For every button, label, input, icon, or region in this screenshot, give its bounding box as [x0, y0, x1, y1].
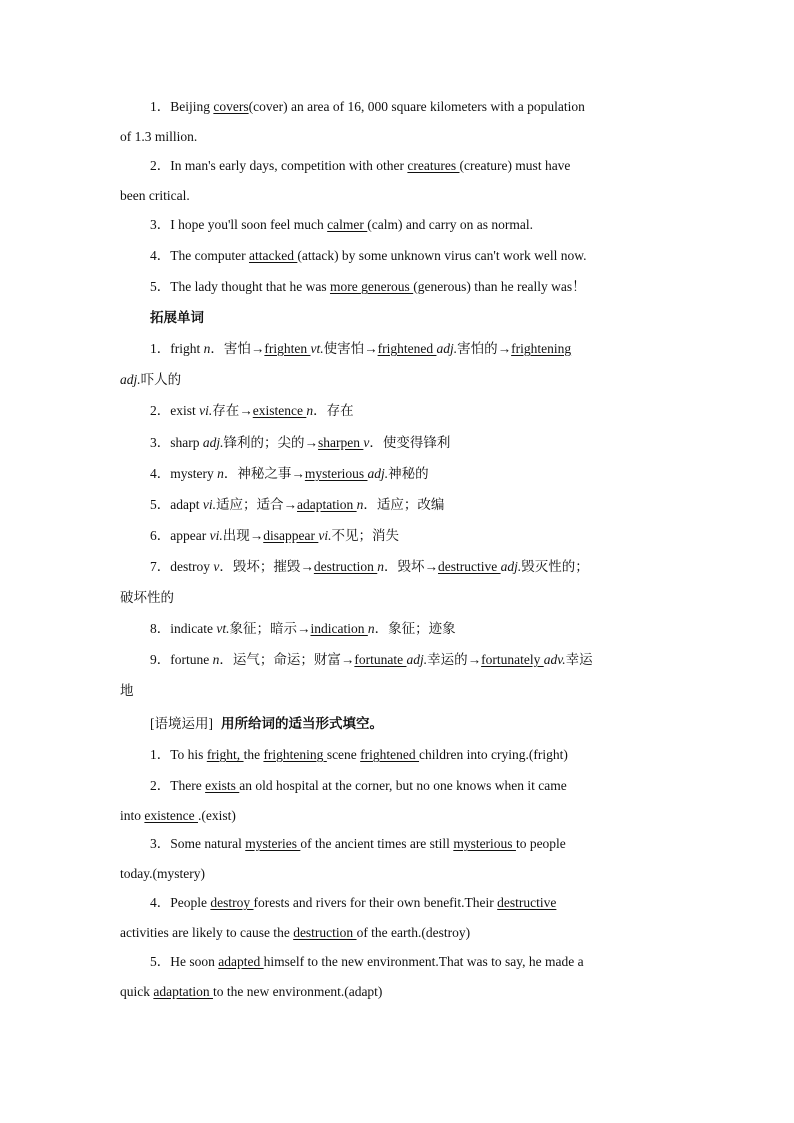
item-number: 5． [150, 279, 171, 294]
pos: n [306, 403, 314, 418]
text: to people [515, 836, 566, 851]
exercise-3-line [150, 216, 706, 234]
answer-blank: frightened [377, 341, 437, 356]
text: Beijing [170, 99, 214, 114]
answer-blank: destruction [313, 559, 378, 574]
word: appear [170, 528, 210, 543]
item-number: 9． [150, 652, 171, 667]
word-1-line [150, 340, 706, 358]
answer-blank: frightened [360, 747, 420, 762]
word: mystery [170, 466, 218, 481]
text: The computer [170, 248, 249, 263]
word-1-cont [120, 371, 676, 389]
context-2-line [150, 777, 706, 795]
pos: v [363, 435, 370, 450]
pos: adj. [500, 559, 522, 574]
context-2-cont [120, 807, 676, 825]
pos: n [367, 621, 375, 636]
pos: vi. [202, 497, 216, 512]
meaning: 毁灭性的； [521, 559, 589, 574]
answer-blank: disappear [263, 528, 319, 543]
context-3-cont: today.(mystery) [120, 866, 205, 881]
heading-instruction: 用所给词的适当形式填空。 [221, 716, 383, 731]
meaning: ．运气；命运；财富→ [219, 652, 355, 667]
answer-blank: indication [310, 621, 368, 636]
pos: adj. [367, 466, 389, 481]
pos: n [203, 341, 211, 356]
word-2-line [150, 402, 706, 420]
text: (creature) must have [459, 158, 571, 173]
text: to the new environment.(adapt) [212, 984, 383, 999]
meaning: 吓人的 [140, 372, 182, 387]
meaning: 适应；适合→ [216, 497, 297, 512]
context-4-cont [120, 924, 676, 942]
word: exist [170, 403, 200, 418]
answer-blank: destructive [497, 895, 557, 910]
word: adapt [170, 497, 203, 512]
word: sharp [170, 435, 203, 450]
exercise-4-line [150, 247, 706, 265]
pos: adj. [436, 341, 458, 356]
answer-blank: attacked [248, 248, 298, 263]
section-heading-context-use [150, 715, 706, 733]
text: (generous) than he really was！ [413, 279, 586, 294]
meaning: 锋利的；尖的→ [223, 435, 319, 450]
meaning: 幸运 [565, 652, 593, 667]
meaning: 象征；暗示→ [229, 621, 311, 636]
pos: vi. [209, 528, 223, 543]
word-6-line [150, 527, 706, 545]
text: .(exist) [198, 808, 236, 823]
text: into [120, 808, 145, 823]
exercise-1-line [150, 98, 706, 116]
word-9-line [150, 651, 706, 669]
answer-blank: adaptation [153, 984, 213, 999]
answer-blank: adaptation [297, 497, 357, 512]
pos: n [356, 497, 364, 512]
text: The lady thought that he was [170, 279, 330, 294]
item-number: 7． [150, 559, 171, 574]
word-3-line [150, 434, 706, 452]
text: himself to the new environment.That was to say, he made a [263, 954, 584, 969]
answer-blank: covers [213, 99, 249, 114]
answer-blank: existence [252, 403, 307, 418]
answer-blank: exists [205, 778, 240, 793]
answer-blank: fortunately [481, 652, 544, 667]
word-9-cont: 地 [120, 683, 134, 698]
word-8-line [150, 620, 706, 638]
answer-blank: destroy [210, 895, 254, 910]
meaning: 神秘的 [388, 466, 429, 481]
exercise-1-cont: of 1.3 million. [120, 129, 198, 144]
meaning: ．象征；迹象 [374, 621, 456, 636]
answer-blank: frightening [263, 747, 327, 762]
exercise-2-line [150, 157, 706, 175]
section-heading-expand-words: 拓展单词 [150, 310, 204, 325]
text: scene [326, 747, 361, 762]
text: (attack) by some unknown virus can't work well now. [297, 248, 587, 263]
answer-blank: frightening [511, 341, 572, 356]
text: To his [170, 747, 207, 762]
context-1-line [150, 746, 706, 764]
meaning: 幸运的→ [427, 652, 482, 667]
word: destroy [170, 559, 214, 574]
pos: vi. [199, 403, 213, 418]
item-number: 2． [150, 158, 171, 173]
text: People [170, 895, 211, 910]
word: indicate [170, 621, 217, 636]
text: Some natural [170, 836, 246, 851]
item-number: 3． [150, 217, 171, 232]
word-4-line [150, 465, 706, 483]
pos: v [213, 559, 220, 574]
text: I hope you'll soon feel much [170, 217, 328, 232]
item-number: 1． [150, 747, 171, 762]
item-number: 2． [150, 778, 171, 793]
exercise-5-line [150, 278, 706, 296]
text: There [170, 778, 206, 793]
text: He soon [170, 954, 219, 969]
answer-blank: fortunate [354, 652, 407, 667]
text: of the ancient times are still [300, 836, 454, 851]
pos: adj. [120, 372, 141, 387]
text: forests and rivers for their own benefit.Their [253, 895, 498, 910]
meaning: ．使变得锋利 [369, 435, 451, 450]
pos: vt. [310, 341, 324, 356]
answer-blank: creatures [407, 158, 460, 173]
word-7-cont: 破坏性的 [120, 590, 174, 605]
meaning: ．适应；改编 [363, 497, 445, 512]
text: In man's early days, competition with other [170, 158, 408, 173]
context-3-line [150, 835, 706, 853]
answer-blank: mysteries [245, 836, 301, 851]
pos: vt. [216, 621, 230, 636]
context-5-line [150, 953, 706, 971]
item-number: 1． [150, 341, 171, 356]
meaning: 害怕的→ [457, 341, 512, 356]
context-4-line [150, 894, 706, 912]
exercise-2-cont: been critical. [120, 188, 190, 203]
pos: n [377, 559, 384, 574]
item-number: 5． [150, 497, 171, 512]
word: fortune [170, 652, 213, 667]
item-number: 5． [150, 954, 171, 969]
text: an old hospital at the corner, but no one knows when it came [239, 778, 567, 793]
item-number: 4． [150, 466, 171, 481]
pos: n [212, 652, 220, 667]
text: of the earth.(destroy) [356, 925, 471, 940]
answer-blank: destructive [438, 559, 501, 574]
meaning: ．害怕→ [210, 341, 265, 356]
answer-blank: fright, [206, 747, 244, 762]
word-7-line [150, 558, 706, 576]
meaning: 出现→ [222, 528, 264, 543]
item-number: 3． [150, 435, 171, 450]
heading-bracket: [语境运用] [150, 716, 213, 731]
item-number: 1． [150, 99, 171, 114]
pos: n [217, 466, 224, 481]
text: activities are likely to cause the [120, 925, 294, 940]
meaning: 存在→ [212, 403, 253, 418]
item-number: 4． [150, 248, 171, 263]
item-number: 8． [150, 621, 171, 636]
meaning: ．毁坏；摧毁→ [219, 559, 314, 574]
answer-blank: frighten [264, 341, 311, 356]
item-number: 2． [150, 403, 171, 418]
text: (calm) and carry on as normal. [367, 217, 533, 232]
pos: adj. [202, 435, 224, 450]
text: the [243, 747, 264, 762]
word: fright [170, 341, 204, 356]
context-5-cont [120, 983, 676, 1001]
answer-blank: calmer [327, 217, 368, 232]
answer-blank: mysterious [453, 836, 516, 851]
pos: adv. [543, 652, 566, 667]
meaning: 使害怕→ [323, 341, 378, 356]
item-number: 3． [150, 836, 171, 851]
word-5-line [150, 496, 706, 514]
answer-blank: existence [144, 808, 198, 823]
answer-blank: mysterious [304, 466, 368, 481]
answer-blank: destruction [293, 925, 357, 940]
answer-blank: sharpen [318, 435, 364, 450]
text: quick [120, 984, 154, 999]
meaning: 不见；消失 [331, 528, 399, 543]
text: children into crying.(fright) [419, 747, 568, 762]
pos: vi. [318, 528, 332, 543]
item-number: 4． [150, 895, 171, 910]
answer-blank: adapted [218, 954, 264, 969]
item-number: 6． [150, 528, 171, 543]
meaning: ．存在 [313, 403, 354, 418]
answer-blank: more generous [329, 279, 414, 294]
pos: adj. [406, 652, 428, 667]
meaning: ．神秘之事→ [223, 466, 305, 481]
text: (cover) an area of 16, 000 square kilometers with a population [248, 99, 585, 114]
meaning: ．毁坏→ [384, 559, 438, 574]
